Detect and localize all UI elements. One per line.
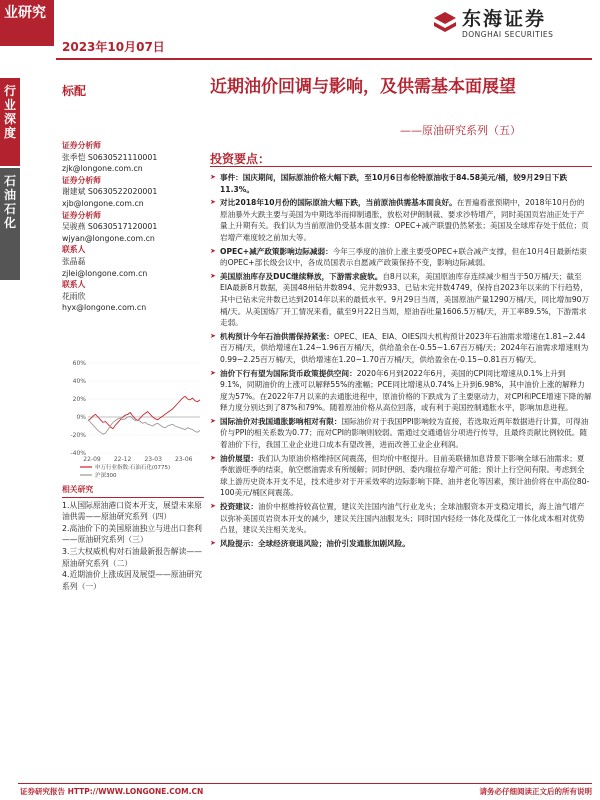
related-item[interactable]: 3.三大权威机构对石油最新报告解读——原油研究系列（二） [62, 546, 202, 568]
point-lead: 事件：国庆期间，国际原油价格大幅下跌，至10月6日布伦特原油收于84.58美元/桶，较9月29日下跌11.3%。 [220, 173, 568, 194]
point-item [210, 246, 592, 269]
bullet-arrow-icon: ➤ [210, 368, 216, 377]
point-item [210, 416, 592, 451]
analyst-email[interactable]: wjyan@longone.com.cn [62, 233, 155, 243]
bullet-arrow-icon: ➤ [210, 453, 216, 462]
footer-left[interactable]: 证券研究报告 HTTP://WWW.LONGONE.COM.CN [20, 787, 204, 796]
footer-divider [18, 783, 592, 784]
point-lead: 油价展望： [220, 453, 258, 463]
page-header [0, 0, 600, 62]
footer-disclaimer: 请务必仔细阅读正文后的所有说明 [479, 787, 592, 796]
tab-petrochem: 石 油 石 化 [0, 168, 20, 280]
related-research [62, 484, 204, 592]
sidebar [0, 78, 20, 280]
analyst-entry [62, 210, 202, 245]
analyst-email[interactable]: xjb@longone.com.cn [62, 198, 144, 208]
related-item[interactable]: 4.近期油价上涨成因及展望——原油研究系列（一） [62, 570, 202, 591]
analyst-entry [62, 140, 202, 175]
report-date: 2023年10月07日 [62, 40, 165, 54]
bullet-arrow-icon: ➤ [210, 198, 216, 207]
point-body: 油价中枢维持较高位置，建议关注国内油气行业龙头；全球油服资本开支稳定增长，海上油气增产以弥补美国页岩资本开支的减少，建议关注国内油服龙头；同时国内轻烃一体化及煤化工一体化成本相对优势凸显，建议关注相关龙头。 [220, 502, 585, 535]
header-divider [56, 58, 592, 60]
series-line-0 [88, 396, 200, 428]
analyst-name: 吴骏燕 S0630517120001 [62, 222, 158, 232]
logo-mark-icon [432, 10, 458, 36]
analyst-name: 张晶磊 [62, 256, 86, 266]
bullet-arrow-icon: ➤ [210, 538, 216, 547]
point-body: 在晋遍看涨预期中，2018年10月份的原油暴外大跌主要与美国为中期选举而抑制通胀，放松对伊朗制裁、要求沙特增产，同时美国页岩油正处于产量上升期有关。我们认为当前原油仍受基本面支撑：OPEC+减产联盟仍然紧张；美国及全球库存处于低位；页岩增产难度较之前加大等。 [220, 198, 589, 242]
bullet-arrow-icon: ➤ [210, 271, 216, 280]
analyst-name: 花雨欣 [62, 291, 86, 301]
series-line-1 [88, 416, 200, 434]
point-item [210, 271, 592, 329]
analyst-email[interactable]: zjk@longone.com.cn [62, 164, 143, 174]
point-item [210, 453, 592, 499]
report-title: 近期油价回调与影响，及供需基本面展望 [210, 77, 516, 97]
analyst-role: 证券分析师 [62, 141, 101, 150]
points-divider [210, 166, 592, 167]
point-body: 今年三季度的油价上涨主要受OPEC+联合减产支撑，但在10月4日最新结束的OPEC+部长级会议中，各成员国表示自愿减产政策保持不变，影响边际减弱。 [220, 246, 587, 268]
legend-label: 沪深300 [95, 473, 117, 479]
related-heading: 相关研究 [62, 484, 204, 498]
bullet-arrow-icon: ➤ [210, 502, 216, 511]
y-tick-label: 60% [72, 360, 86, 367]
bullet-arrow-icon: ➤ [210, 416, 216, 425]
point-item [210, 501, 592, 536]
point-item [210, 172, 592, 195]
legend-label: 申万行业指数:石油石化(0775) [95, 465, 171, 471]
analyst-role: 证券分析师 [62, 175, 101, 185]
company-logo [432, 4, 582, 46]
related-item[interactable]: 1.从国际原油港口资本开支，展望未来原油供需——原油研究系列（四） [62, 500, 202, 522]
x-tick-label: 23-06 [175, 456, 193, 463]
bullet-arrow-icon: ➤ [210, 173, 216, 181]
analyst-name: 谢建斌 S0630522020001 [62, 187, 158, 197]
rating-label: 标配 [62, 84, 87, 98]
point-lead: OPEC+减产政策影响边际减弱： [220, 246, 333, 256]
performance-chart [62, 355, 204, 485]
bullet-arrow-icon: ➤ [210, 246, 216, 255]
point-lead: 美国原油库存及DUC继续释放，下游需求疲软。 [220, 271, 383, 281]
y-tick-label: 0% [76, 414, 86, 421]
point-item [210, 197, 592, 243]
analyst-email[interactable]: zjlei@longone.com.cn [62, 268, 148, 278]
investment-points [210, 172, 592, 551]
analyst-role: 联系人 [62, 280, 86, 290]
point-lead: 对比2018年10月份的国际原油大幅下跌，当前原油供需基本面良好。 [220, 198, 457, 208]
analyst-role: 证券分析师 [62, 210, 101, 220]
analyst-list [62, 140, 202, 314]
x-tick-label: 22-12 [113, 456, 132, 463]
point-lead: 风险提示：全球经济衰退风险；油价引发通胀加剧风险。 [220, 538, 410, 548]
y-tick-label: 20% [72, 396, 86, 403]
logo-text-cn: 东海证券 [462, 8, 547, 30]
y-tick-label: -20% [70, 432, 86, 439]
point-body: 国际油价对于我国PPI影响较为直接，若选取近两年数据进行计算，可得油价与PPI的相关系数为0.77；而对CPI的影响则较弱。需通过交通通信分项进行传导，且最终贡献比例较低。随着油价下行，我国工业企业进口成本有望改善，进而改善工业企业利润。 [220, 416, 589, 450]
analyst-role: 联系人 [62, 245, 86, 255]
report-type-tag: 业研究 [0, 0, 54, 46]
analyst-entry [62, 175, 202, 210]
related-item[interactable]: 2.高油价下的美国原油独立与进出口套利——原油研究系列（三） [62, 523, 202, 545]
point-lead: 油价下行有望为国际货币政策提供空间： [220, 368, 357, 378]
x-tick-label: 22-09 [83, 456, 101, 463]
point-body: 我们认为原油价格维持区间震荡，但均价中枢提升。目前美联储加息背景下影响全球石油需求；夏季旅游旺季的结束，航空燃油需求有所缓解；同时伊朗、委内瑞拉存增产可能；预计上行空间有限。考虑到全球上游历史资本开支不足，技术进步对于开采效率的边际影响下降、油井老化等因素，预计油价将在中高位80-100美元/桶区间震荡。 [220, 453, 590, 498]
point-lead: 机构预计今年石油供需保持紧张： [220, 331, 334, 341]
analyst-name: 张季恺 S0630521110001 [62, 152, 158, 162]
point-body: OPEC、IEA、EIA、OIES四大机构预计2023年石油需求增速在1.81~2.44百万桶/天，供给增速在1.24~1.96百万桶/天，供给盈余在-0.55~1.67百万桶/天；2024年石油需求增速则为0.99~2.25百万桶/天，供给增速在1.20~1.70百万桶/天，供给盈余在-0.15~0.81百万桶/天。 [220, 331, 589, 364]
point-item [210, 368, 592, 414]
point-body: 自8月以来，美国原油库存连续减少相当于50万桶/天；截至EIA最新8月数据，美国48州钻井数894、完井数933、已钻未完井数4749，保持自2023年以来的下行趋势，其中已钻未完井数已达到2014年以来的最低水平。9月29日当周，美国原油产量1290万桶/天，同比增加90万桶/天。从美国炼厂开工情况来看，截至9月22日当周，原油吞吐量1606.5万桶/天，开工率89.5%，下游需求走弱。 [220, 271, 590, 328]
point-item [210, 538, 592, 550]
logo-text-en: DONGHAI SECURITIES [462, 30, 554, 39]
y-tick-label: 40% [72, 378, 86, 385]
report-series: ——原油研究系列（五） [400, 124, 521, 137]
points-heading: 投资要点： [210, 152, 271, 166]
analyst-entry [62, 279, 202, 314]
tab-industry-depth: 行 业 深 度 [0, 78, 20, 166]
y-tick-label: -40% [70, 450, 86, 457]
analyst-entry [62, 244, 202, 279]
x-tick-label: 23-03 [144, 456, 162, 463]
point-body: 2020年6月到2022年6月，美国的CPI同比增速从0.1%上升到9.1%，同期油价的上涨可以解释55%的涨幅；PCE同比增速从0.74%上升到6.98%，其中油价上涨的解释力度为57%。在2022年7月以来的去通胀进程中，原油价格的下跌成为了主要驱动力，对CPI和PCE增速下降的解释力度分别达到了87%和79%。随着原油价格从高位回落，或有利于美国控制通胀水平，影响加息进程。 [220, 368, 592, 413]
analyst-email[interactable]: hyx@longone.com.cn [62, 303, 147, 313]
bullet-arrow-icon: ➤ [210, 331, 216, 340]
point-lead: 投资建议： [220, 502, 258, 512]
point-lead: 国际油价对我国通胀影响相对有限： [220, 416, 342, 426]
point-item [210, 331, 592, 366]
